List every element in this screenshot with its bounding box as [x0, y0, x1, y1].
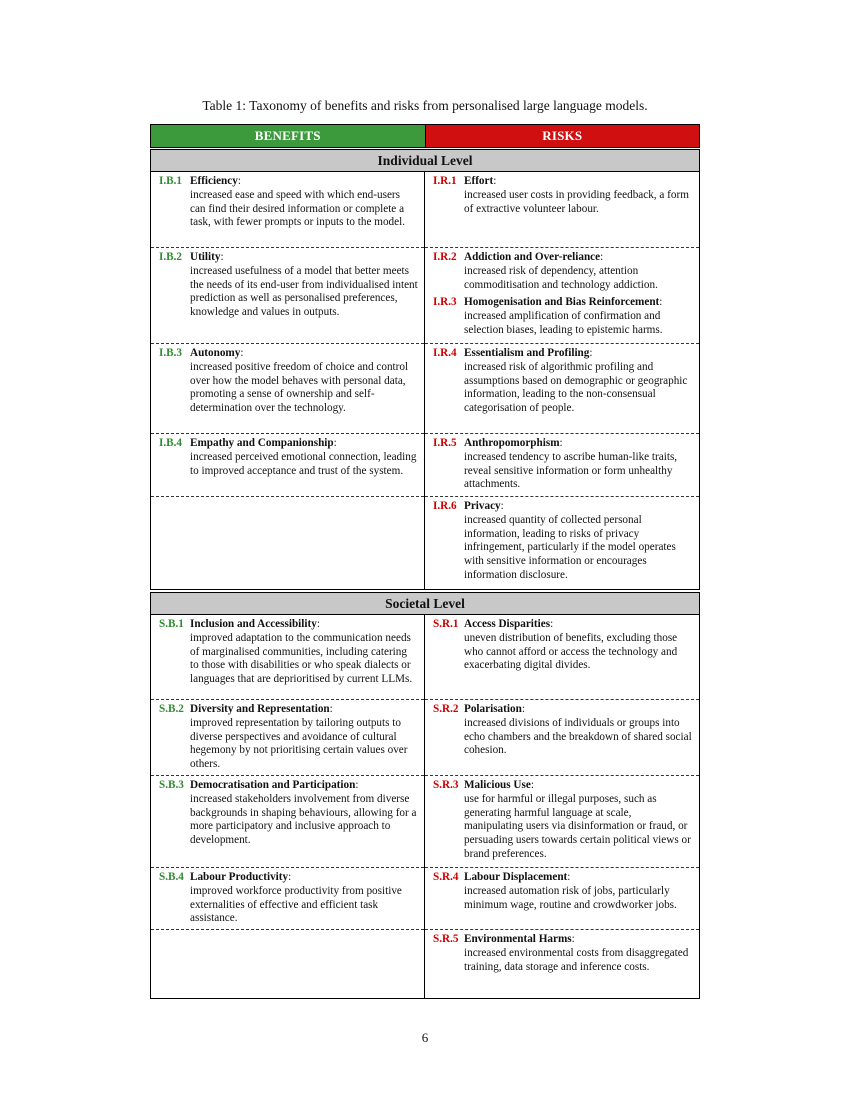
item-description: improved workforce productivity from positive externalities of effective and efficient task assistance. — [190, 884, 402, 925]
item-title: Autonomy — [190, 347, 241, 359]
benefit-box — [151, 344, 424, 434]
item-title: Labour Displacement — [464, 871, 568, 883]
item-description: use for harmful or illegal purposes, such as generating harmful language at scale, manipulating users via disinformation or fraud, or persuading users towards certain political views or brand preferences. — [464, 792, 691, 860]
item-description: increased automation risk of jobs, particularly minimum wage, routine and crowdworker jobs. — [464, 884, 677, 911]
societal-level-title: Societal Level — [151, 593, 699, 615]
item-code: I.B.1 — [159, 175, 183, 187]
societal-risks-column — [425, 615, 699, 998]
benefit-item: S.B.2 Diversity and Representation: improved representation by tailoring outputs to diverse perspectives and avoidance of cultural hegemony by not prioritising certain values over others. — [159, 703, 418, 772]
table-caption: Table 1: Taxonomy of benefits and risks from personalised large language models. — [202, 98, 648, 113]
risk-item: S.R.5 Environmental Harms: increased environmental costs from disaggregated training, data storage and inference costs. — [433, 933, 693, 974]
item-description: improved adaptation to the communication needs of marginalised communities, including catering to those with disabilities or who speak dialects or languages that are deprioritised by current LLMs. — [190, 631, 413, 686]
empty-benefit-box — [151, 930, 424, 998]
item-description: increased risk of algorithmic profiling and assumptions based on demographic or geographic information, leading to the non-consensual categorisation of people. — [464, 360, 688, 415]
item-code: S.B.2 — [159, 703, 184, 715]
benefit-box — [151, 248, 424, 344]
risk-box — [425, 344, 699, 434]
risk-box — [425, 700, 699, 776]
benefit-item: S.B.4 Labour Productivity: improved workforce productivity from positive externalities of effective and efficient task assistance. — [159, 871, 418, 926]
risks-header: RISKS — [426, 125, 700, 147]
risk-box — [425, 248, 699, 344]
societal-benefits-column — [151, 615, 425, 998]
item-description: increased perceived emotional connection, leading to improved acceptance and trust of the system. — [190, 450, 417, 477]
benefit-item: I.B.2 Utility: increased usefulness of a model that better meets the needs of its end-user from individualised intent prediction as well as personalised preferences, knowledge and values in outputs. — [159, 251, 418, 319]
benefit-item: S.B.3 Democratisation and Participation: increased stakeholders involvement from diverse backgrounds in shaping behaviours, allowing for a more participatory and inclusive approach to development. — [159, 779, 417, 847]
item-code: S.R.3 — [433, 779, 459, 791]
item-code: S.R.5 — [433, 933, 459, 945]
item-description: increased divisions of individuals or groups into echo chambers and the breakdown of shared social cohesion. — [464, 716, 692, 757]
item-code: I.R.1 — [433, 175, 457, 187]
risk-box — [425, 434, 699, 497]
benefit-box — [151, 615, 424, 700]
item-description: increased tendency to ascribe human-like traits, reveal sensitive information or form unhealthy attachments. — [464, 450, 678, 491]
item-title: Democratisation and Participation — [190, 779, 356, 791]
item-code: S.R.4 — [433, 871, 459, 883]
item-title: Access Disparities — [464, 618, 551, 630]
item-description: improved representation by tailoring outputs to diverse perspectives and avoidance of cultural hegemony by not prioritising certain values over others. — [190, 716, 408, 771]
item-code: S.B.3 — [159, 779, 184, 791]
benefit-box — [151, 700, 424, 776]
item-title: Addiction and Over-reliance — [464, 251, 601, 263]
risk-item: S.R.1 Access Disparities: uneven distribution of benefits, excluding those who cannot afford or access the technology and exacerbating digital divides. — [433, 618, 693, 673]
item-title: Inclusion and Accessibility — [190, 618, 317, 630]
item-title: Efficiency — [190, 175, 238, 187]
risk-box — [425, 776, 699, 868]
item-code: I.R.6 — [433, 500, 457, 512]
item-title: Polarisation — [464, 703, 522, 715]
item-title: Environmental Harms — [464, 933, 572, 945]
item-description: increased quantity of collected personal information, leading to risks of privacy infringement, particularly if the model operates with sensitive information or encourages information disclosure. — [464, 513, 676, 581]
item-title: Diversity and Representation — [190, 703, 330, 715]
risk-item: I.R.4 Essentialism and Profiling: increased risk of algorithmic profiling and assumptions based on demographic or geographic information, leading to the non-consensual categorisation of people. — [433, 347, 693, 416]
item-description: increased positive freedom of choice and control over how the model behaves with personal data, promoting a sense of ownership and self-determination over the technology. — [190, 360, 409, 415]
item-code: S.R.2 — [433, 703, 459, 715]
individual-benefits-column — [151, 172, 425, 589]
item-code: I.R.4 — [433, 347, 457, 359]
item-code: I.B.2 — [159, 251, 183, 263]
item-code: I.B.3 — [159, 347, 183, 359]
item-title: Empathy and Companionship — [190, 437, 334, 449]
item-description: increased ease and speed with which end-users can find their desired information or complete a task, with fewer prompts or inputs to the model. — [190, 188, 406, 229]
item-title: Homogenisation and Bias Reinforcement — [464, 296, 660, 309]
item-title: Utility — [190, 251, 221, 263]
risk-item: I.R.2 Addiction and Over-reliance: increased risk of dependency, attention commoditisation and technology addiction. — [433, 251, 693, 292]
individual-risks-column — [425, 172, 699, 589]
risk-item: I.R.1 Effort: increased user costs in providing feedback, a form of extractive volunteer labour. — [433, 175, 693, 216]
risk-box — [425, 172, 699, 248]
risk-item: I.R.6 Privacy: increased quantity of collected personal information, leading to risks of privacy infringement, particularly if the model operates with sensitive information or encourages information disclosure. — [433, 500, 693, 583]
risk-item: S.R.3 Malicious Use: use for harmful or illegal purposes, such as generating harmful language at scale, manipulating users via disinformation or fraud, or persuading users towards certain political views or brand preferences. — [433, 779, 693, 862]
benefit-box — [151, 172, 424, 248]
item-code: S.B.1 — [159, 618, 184, 630]
risk-item: S.R.2 Polarisation: increased divisions of individuals or groups into echo chambers and the breakdown of shared social cohesion. — [433, 703, 692, 757]
risk-item: S.R.4 Labour Displacement: increased automation risk of jobs, particularly minimum wage, routine and crowdworker jobs. — [433, 871, 693, 912]
benefit-box — [151, 434, 424, 497]
item-description: increased user costs in providing feedback, a form of extractive volunteer labour. — [464, 188, 689, 215]
risk-box — [425, 868, 699, 930]
table-header — [150, 124, 700, 148]
societal-level-section — [150, 592, 700, 999]
benefit-item: I.B.4 Empathy and Companionship: increased perceived emotional connection, leading to improved acceptance and trust of the system. — [159, 437, 417, 477]
item-description: uneven distribution of benefits, excluding those who cannot afford or access the technology and exacerbating digital divides. — [464, 631, 678, 672]
item-code: I.R.2 — [433, 251, 457, 263]
item-description: increased environmental costs from disaggregated training, data storage and inference costs. — [464, 946, 689, 973]
item-title: Anthropomorphism — [464, 437, 560, 449]
benefits-header: BENEFITS — [151, 125, 426, 147]
item-title: Labour Productivity — [190, 871, 289, 883]
item-code: S.R.1 — [433, 618, 459, 630]
item-title: Effort — [464, 175, 494, 187]
benefit-item: S.B.1 Inclusion and Accessibility: improved adaptation to the communication needs of marginalised communities, including catering to those with disabilities or who speak dialects or languages that are deprioritised by current LLMs. — [159, 618, 418, 687]
item-description: increased stakeholders involvement from diverse backgrounds in shaping behaviours, allowing for a more participatory and inclusive approach to development. — [190, 792, 417, 847]
item-title: Essentialism and Profiling — [464, 347, 590, 359]
benefit-item: I.B.1 Efficiency: increased ease and speed with which end-users can find their desired information or complete a task, with fewer prompts or inputs to the model. — [159, 175, 418, 230]
item-description: increased usefulness of a model that better meets the needs of its end-user from individualised intent prediction as well as personalised preferences, knowledge and values in outputs. — [190, 264, 418, 319]
item-code: I.R.5 — [433, 437, 457, 449]
item-description: increased amplification of confirmation and selection biases, leading to epistemic harms. — [464, 310, 663, 336]
individual-level-title: Individual Level — [151, 150, 699, 172]
benefit-item: I.B.3 Autonomy: increased positive freedom of choice and control over how the model behaves with personal data, promoting a sense of ownership and self-determination over the technology. — [159, 347, 418, 416]
risk-box — [425, 930, 699, 998]
risk-item: I.R.5 Anthropomorphism: increased tendency to ascribe human-like traits, reveal sensitive information or form unhealthy attachments. — [433, 437, 693, 492]
empty-benefit-box — [151, 497, 424, 589]
individual-level-section — [150, 149, 700, 590]
benefit-box — [151, 776, 424, 868]
benefit-box — [151, 868, 424, 930]
item-title: Malicious Use — [464, 779, 531, 791]
item-description: increased risk of dependency, attention commoditisation and technology addiction. — [464, 264, 658, 291]
item-code: I.R.3 — [433, 296, 457, 309]
risk-box — [425, 615, 699, 700]
item-title: Privacy — [464, 500, 501, 512]
page-number: 6 — [421, 1030, 429, 1045]
risk-item: I.R.3 Homogenisation and Bias Reinforcement: increased amplification of confirmation and selection biases, leading to epistemic harms. — [433, 296, 693, 337]
item-code: S.B.4 — [159, 871, 184, 883]
risk-box — [425, 497, 699, 589]
item-code: I.B.4 — [159, 437, 183, 449]
